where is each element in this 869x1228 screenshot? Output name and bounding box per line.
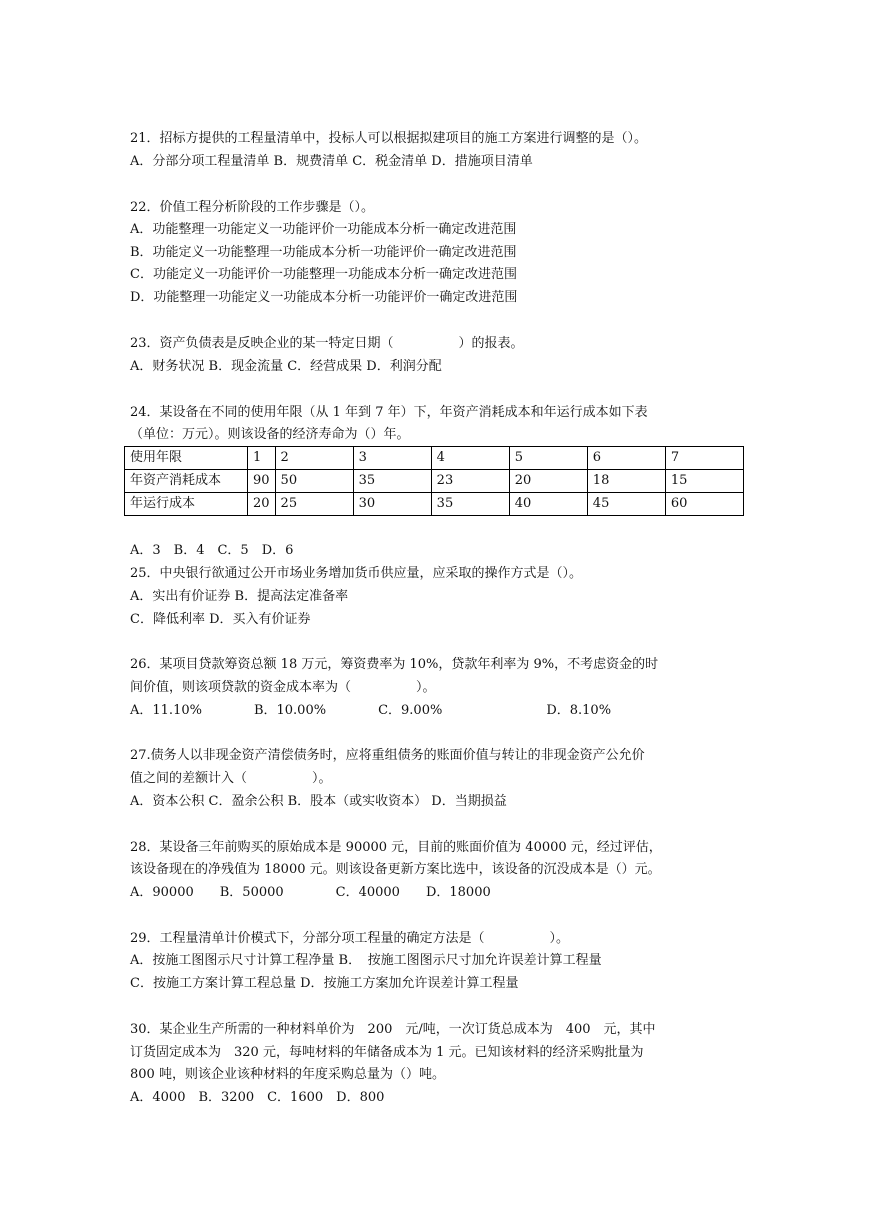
table-cell: 18 <box>587 470 665 493</box>
table-cell: 23 <box>431 470 509 493</box>
table-row-asset-cost <box>125 470 744 493</box>
table-cell: 40 <box>509 493 587 516</box>
table-cell: 35 <box>431 493 509 516</box>
question-25-stem: 25．中央银行欲通过公开市场业务增加货币供应量，应采取的操作方式是（）。 <box>130 566 583 581</box>
question-28-stem-line1: 28．某设备三年前购买的原始成本是 90000 元，目前的账面价值为 40000 元，经过评估， <box>130 840 662 855</box>
question-24-stem-line1: 24．某设备在不同的使用年限（从 1 年到 7 年）下，年资产消耗成本和年运行成本如下表 <box>130 405 648 420</box>
table-cell: 60 <box>665 493 743 516</box>
question-30-stem-line2: 订货固定成本为 320 元，每吨材料的年储备成本为 1 元。已知该材料的经济采购批量为 <box>130 1045 644 1060</box>
question-22-stem: 22．价值工程分析阶段的工作步骤是（）。 <box>130 200 375 215</box>
question-21-stem: 21．招标方提供的工程量清单中，投标人可以根据拟建项目的施工方案进行调整的是（）。 <box>130 131 648 146</box>
question-28-stem-line2: 该设备现在的净残值为 18000 元。则该设备更新方案比选中，该设备的沉没成本是（）元。 <box>130 862 661 877</box>
question-30-options: A．4000 B．3200 C．1600 D．800 <box>130 1090 385 1105</box>
table-cell: 4 <box>431 447 509 470</box>
question-27-options: A．资本公积 C．盈余公积 B．股本（或实收资本） D．当期损益 <box>130 794 507 809</box>
cost-table <box>124 446 744 516</box>
table-cell: 7 <box>665 447 743 470</box>
question-22-option-b: B．功能定义一功能整理一功能成本分析一功能评价一确定改进范围 <box>130 245 517 260</box>
question-26-options: A．11.10% B．10.00% C．9.00% D．8.10% <box>130 703 612 718</box>
question-23-options: A．财务状况 B．现金流量 C．经营成果 D．利润分配 <box>130 359 442 374</box>
question-24-options: A．3 B．4 C．5 D．6 <box>130 543 294 558</box>
table-cell: 使用年限 <box>125 447 248 470</box>
table-cell: 6 <box>587 447 665 470</box>
question-22-option-c: C．功能定义一功能评价一功能整理一功能成本分析一确定改进范围 <box>130 267 517 282</box>
question-30-stem-line1: 30．某企业生产所需的一种材料单价为 200 元/吨，一次订货总成本为 400 元，其中 <box>130 1022 656 1037</box>
question-29-options-cd: C．按施工方案计算工程总量 D．按施工方案加允许误差计算工程量 <box>130 976 519 991</box>
question-22-option-a: A．功能整理一功能定义一功能评价一功能成本分析一确定改进范围 <box>130 222 517 237</box>
table-cell: 25 <box>275 493 353 516</box>
table-cell: 年资产消耗成本 <box>125 470 248 493</box>
table-cell: 90 <box>248 470 276 493</box>
question-25-options-ab: A．实出有价证券 B．提高法定准备率 <box>130 589 349 604</box>
table-cell: 20 <box>509 470 587 493</box>
question-27-stem-line2: 值之间的差额计入（ ）。 <box>130 771 332 786</box>
table-cell: 15 <box>665 470 743 493</box>
table-cell: 35 <box>353 470 431 493</box>
table-cell: 2 <box>275 447 353 470</box>
question-25-options-cd: C．降低利率 D．买入有价证券 <box>130 612 311 627</box>
table-cell: 20 <box>248 493 276 516</box>
question-29-stem: 29．工程量清单计价模式下，分部分项工程量的确定方法是（ ）。 <box>130 931 570 946</box>
table-cell: 1 <box>248 447 276 470</box>
question-24-stem-line2: （单位：万元）。则该设备的经济寿命为（）年。 <box>130 427 410 442</box>
question-26-stem-line2: 间价值，则该项贷款的资金成本率为（ ）。 <box>130 680 436 695</box>
question-26-stem-line1: 26．某项目贷款筹资总额 18 万元，筹资费率为 10%，贷款年利率为 9%，不考虑资金的时 <box>130 657 659 672</box>
question-28-options: A．90000 B．50000 C．40000 D．18000 <box>130 885 491 900</box>
table-row-operating-cost <box>125 493 744 516</box>
question-22-option-d: D．功能整理一功能定义一功能成本分析一功能评价一确定改进范围 <box>130 290 518 305</box>
table-cell: 3 <box>353 447 431 470</box>
table-cell: 5 <box>509 447 587 470</box>
question-23-stem: 23．资产负债表是反映企业的某一特定日期（ ）的报表。 <box>130 336 524 351</box>
table-cell: 年运行成本 <box>125 493 248 516</box>
table-cell: 45 <box>587 493 665 516</box>
table-cell: 50 <box>275 470 353 493</box>
table-row-years <box>125 447 744 470</box>
question-30-stem-line3: 800 吨，则该企业该种材料的年度采购总量为（）吨。 <box>130 1067 445 1082</box>
question-21-options: A．分部分项工程量清单 B．规费清单 C．税金清单 D．措施项目清单 <box>130 154 533 169</box>
question-29-options-ab: A．按施工图图示尺寸计算工程净量 B． 按施工图图示尺寸加允许误差计算工程量 <box>130 953 602 968</box>
table-cell: 30 <box>353 493 431 516</box>
question-27-stem-line1: 27.债务人以非现金资产清偿债务时，应将重组债务的账面价值与转让的非现金资产公允价 <box>130 748 645 763</box>
